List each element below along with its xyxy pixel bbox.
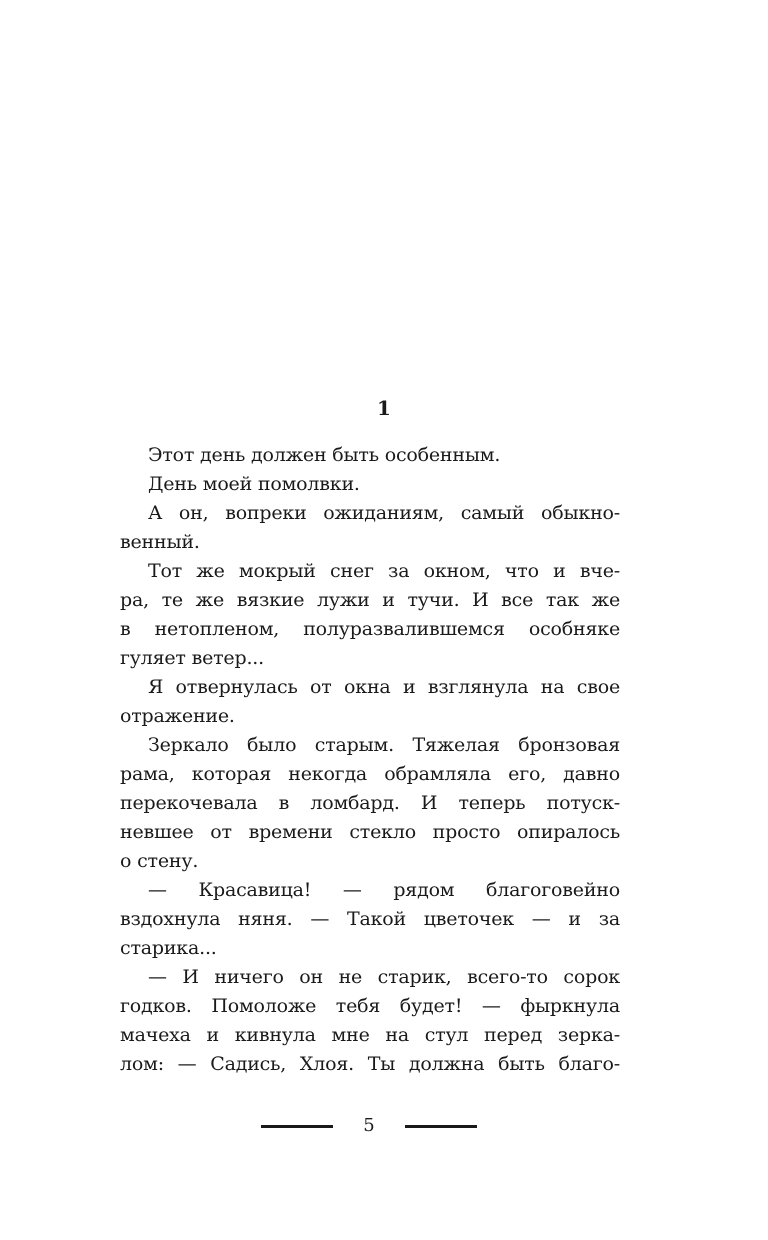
text-line: А он, вопреки ожиданиям, самый обыкно- bbox=[148, 502, 620, 524]
text-line: рама, которая некогда обрамляла его, давно bbox=[120, 763, 620, 785]
text-line: ра, те же вязкие лужи и тучи. И все так же bbox=[120, 589, 620, 611]
text-line: вздохнула няня. — Такой цветочек — и за bbox=[120, 908, 620, 930]
text-line: невшее от времени стекло просто опиралось bbox=[120, 821, 620, 843]
body-text bbox=[120, 441, 620, 1079]
footer-rule-left bbox=[261, 1125, 333, 1128]
text-line: гуляет ветер... bbox=[120, 647, 264, 669]
text-line: венный. bbox=[120, 531, 200, 553]
text-line: годков. Помоложе тебя будет! — фыркнула bbox=[120, 995, 620, 1017]
text-line: старика... bbox=[120, 937, 217, 959]
text-line: Этот день должен быть особенным. bbox=[148, 444, 501, 466]
text-line: в нетопленом, полуразвалившемся особняке bbox=[120, 618, 620, 640]
text-line: Я отвернулась от окна и взглянула на свое bbox=[148, 676, 620, 698]
text-line: мачеха и кивнула мне на стул перед зерка- bbox=[120, 1024, 620, 1046]
page-number: 5 bbox=[363, 1115, 375, 1136]
text-line: Зеркало было старым. Тяжелая бронзовая bbox=[148, 734, 620, 756]
footer-rule-right bbox=[405, 1125, 477, 1128]
text-line: Тот же мокрый снег за окном, что и вче- bbox=[148, 560, 620, 582]
chapter-number: 1 bbox=[377, 396, 391, 420]
text-line: о стену. bbox=[120, 850, 199, 872]
text-line: — И ничего он не старик, всего-то сорок bbox=[148, 966, 620, 988]
text-line: отражение. bbox=[120, 705, 235, 727]
text-line: — Красавица! — рядом благоговейно bbox=[148, 879, 620, 901]
text-line: перекочевала в ломбард. И теперь потуск- bbox=[120, 792, 620, 814]
text-line: лом: — Садись, Хлоя. Ты должна быть благо- bbox=[120, 1053, 620, 1075]
page-footer bbox=[0, 1112, 768, 1142]
text-line: День моей помолвки. bbox=[148, 473, 360, 495]
